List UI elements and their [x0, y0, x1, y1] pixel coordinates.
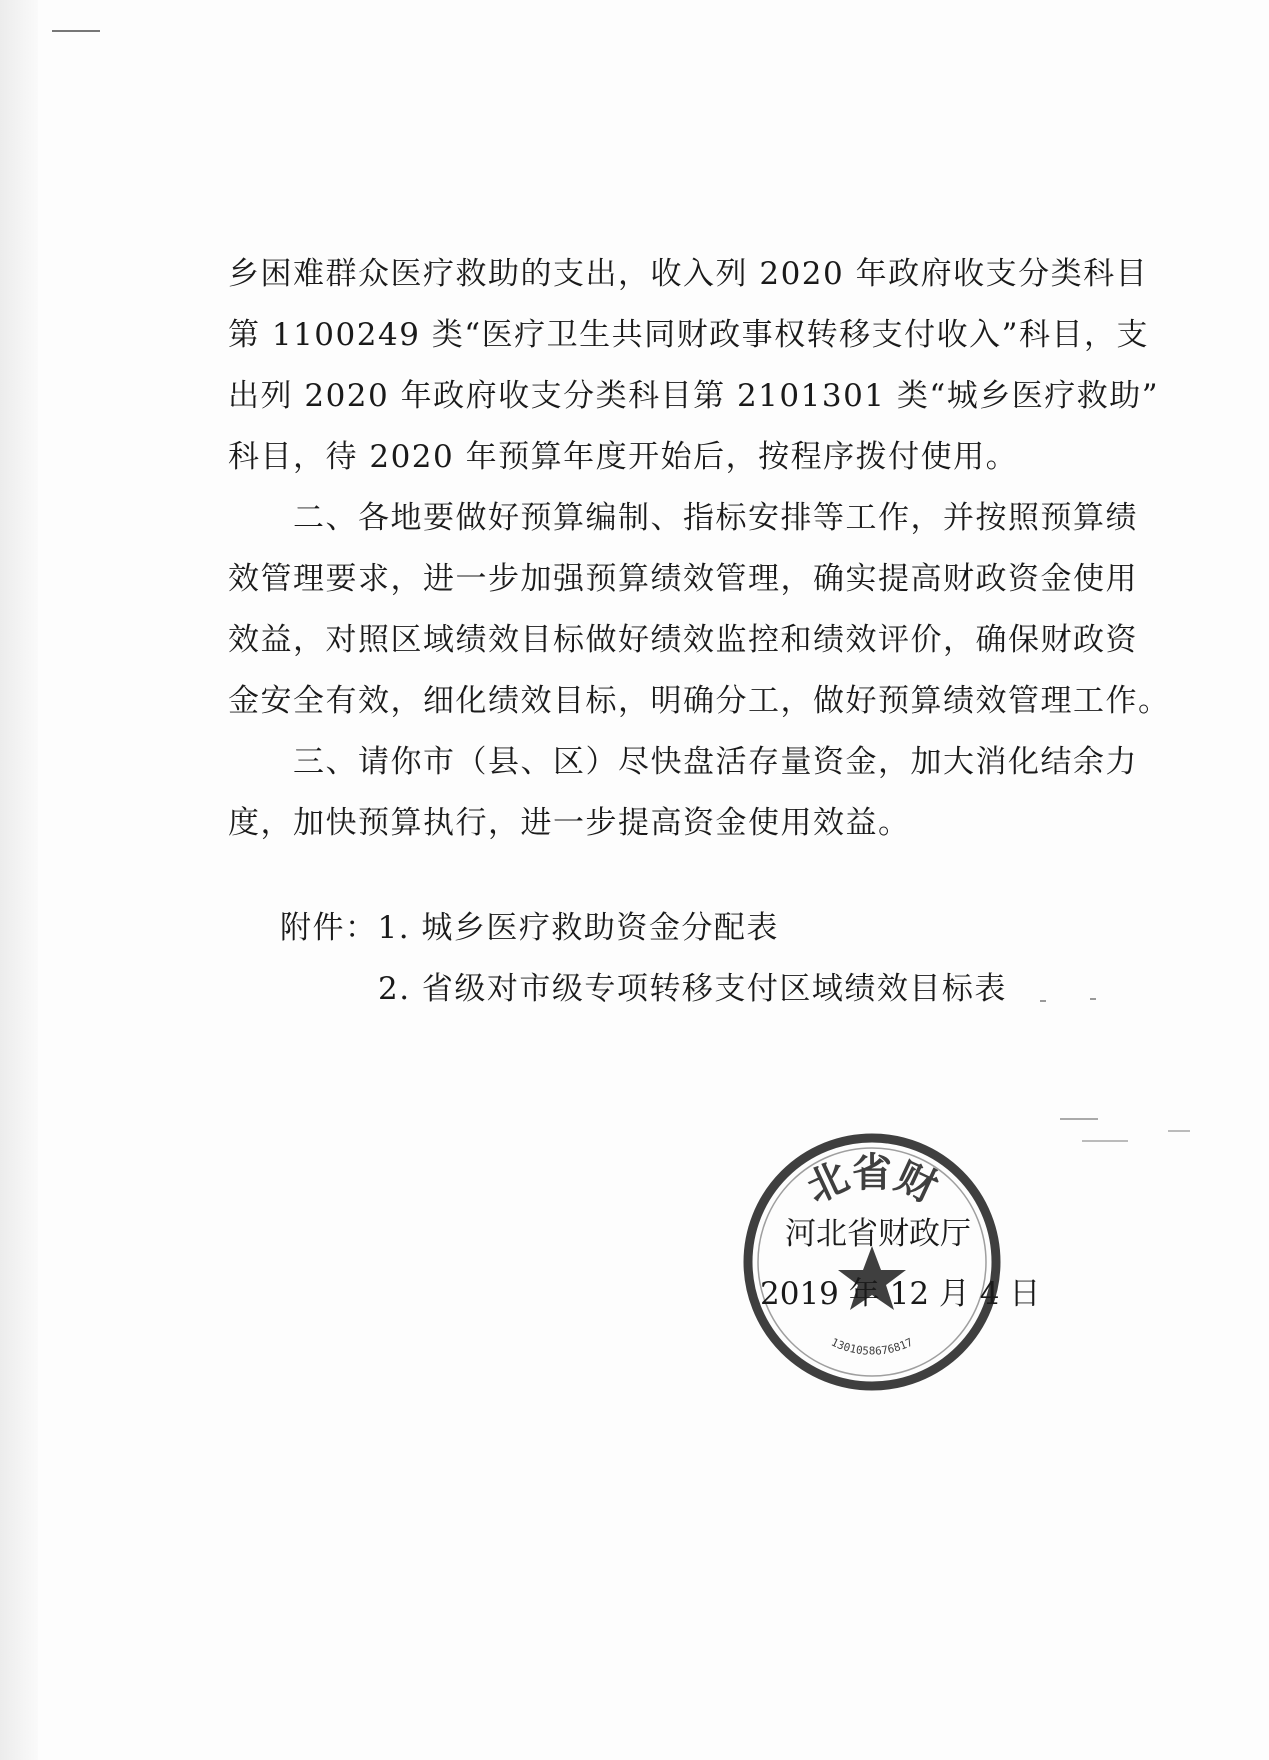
scan-edge-shadow	[0, 0, 38, 1760]
body-line: 二、各地要做好预算编制、指标安排等工作，并按照预算绩	[228, 500, 1138, 536]
issue-date: 2019 年 12 月 4 日	[760, 1276, 1041, 1312]
signature-block	[760, 1204, 1040, 1324]
issuing-organization: 河北省财政厅	[785, 1216, 971, 1252]
body-line: 效管理要求，进一步加强预算绩效管理，确实提高财政资金使用	[228, 561, 1138, 597]
body-line: 第 1100249 类“医疗卫生共同财政事权转移支付收入”科目，支	[228, 317, 1149, 353]
seal-code: 1301058676817	[829, 1335, 915, 1358]
body-line: 三、请你市（县、区）尽快盘活存量资金，加大消化结余力	[228, 744, 1138, 780]
attachment-item-2: 2. 省级对市级专项转移支付区域绩效目标表	[378, 971, 1007, 1007]
body-line: 度，加快预算执行，进一步提高资金使用效益。	[228, 805, 911, 841]
body-line: 金安全有效，细化绩效目标，明确分工，做好预算绩效管理工作。	[228, 683, 1171, 719]
body-line: 科目，待 2020 年预算年度开始后，按程序拨付使用。	[228, 439, 1019, 475]
seal-top-text: 北省财	[799, 1149, 945, 1213]
body-line: 乡困难群众医疗救助的支出，收入列 2020 年政府收支分类科目	[228, 256, 1149, 292]
document-body	[228, 244, 1171, 1020]
attachment-item-1: 附件：1. 城乡医疗救助资金分配表	[280, 910, 779, 946]
paragraph-gap	[228, 854, 1148, 898]
body-line: 效益，对照区域绩效目标做好绩效监控和绩效评价，确保财政资	[228, 622, 1138, 658]
body-line: 出列 2020 年政府收支分类科目第 2101301 类“城乡医疗救助”	[228, 378, 1160, 414]
